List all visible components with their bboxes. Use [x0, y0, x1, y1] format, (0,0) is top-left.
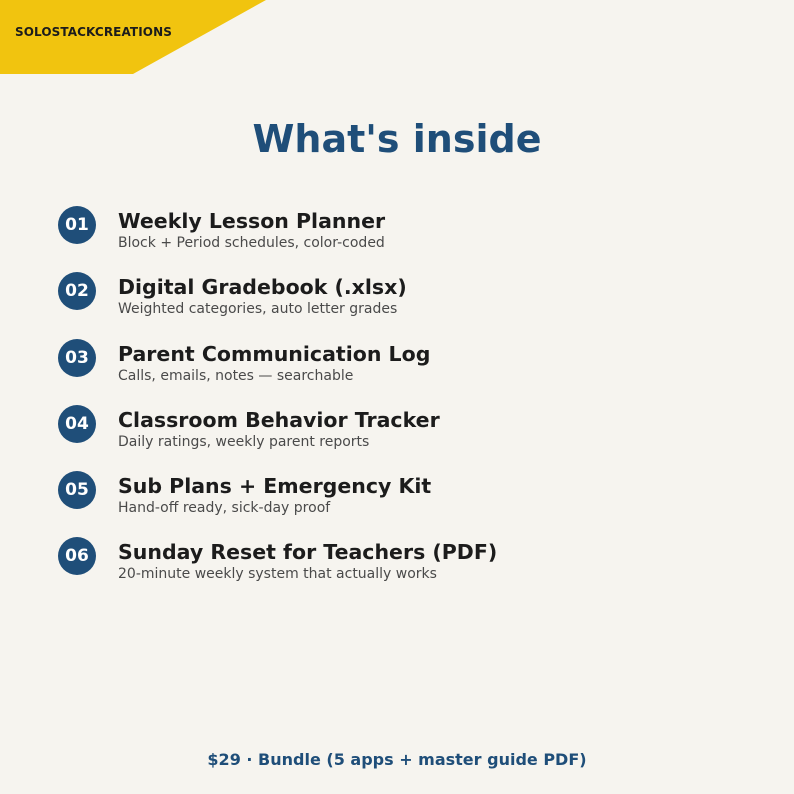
item-number-badge: 05	[58, 471, 96, 509]
item-number-badge: 03	[58, 339, 96, 377]
item-list	[58, 204, 758, 602]
item-title: Sunday Reset for Teachers (PDF)	[118, 540, 498, 565]
item-number-badge: 04	[58, 405, 96, 443]
item-number-badge: 06	[58, 537, 96, 575]
item-number-badge: 02	[58, 272, 96, 310]
list-item	[58, 469, 758, 535]
list-item	[58, 204, 758, 270]
page-title: What's inside	[252, 117, 542, 161]
list-item	[58, 403, 758, 469]
item-description: Daily ratings, weekly parent reports	[118, 433, 370, 450]
item-title: Digital Gradebook (.xlsx)	[118, 275, 407, 300]
item-description: Calls, emails, notes — searchable	[118, 367, 354, 384]
footer-price: $29 · Bundle (5 apps + master guide PDF)	[207, 750, 587, 769]
list-item	[58, 535, 758, 601]
item-title: Parent Communication Log	[118, 341, 431, 366]
item-description: Hand-off ready, sick-day proof	[118, 500, 331, 517]
item-title: Weekly Lesson Planner	[118, 209, 386, 233]
list-item	[58, 270, 758, 336]
list-item	[58, 337, 758, 403]
item-description: Block + Period schedules, color-coded	[118, 235, 385, 251]
item-number-badge: 01	[58, 206, 96, 244]
brand-name: SOLOSTACKCREATIONS	[15, 25, 172, 39]
item-description: 20-minute weekly system that actually works	[118, 566, 437, 583]
item-title: Classroom Behavior Tracker	[118, 407, 440, 432]
item-description: Weighted categories, auto letter grades	[118, 301, 398, 318]
item-title: Sub Plans + Emergency Kit	[118, 474, 432, 499]
